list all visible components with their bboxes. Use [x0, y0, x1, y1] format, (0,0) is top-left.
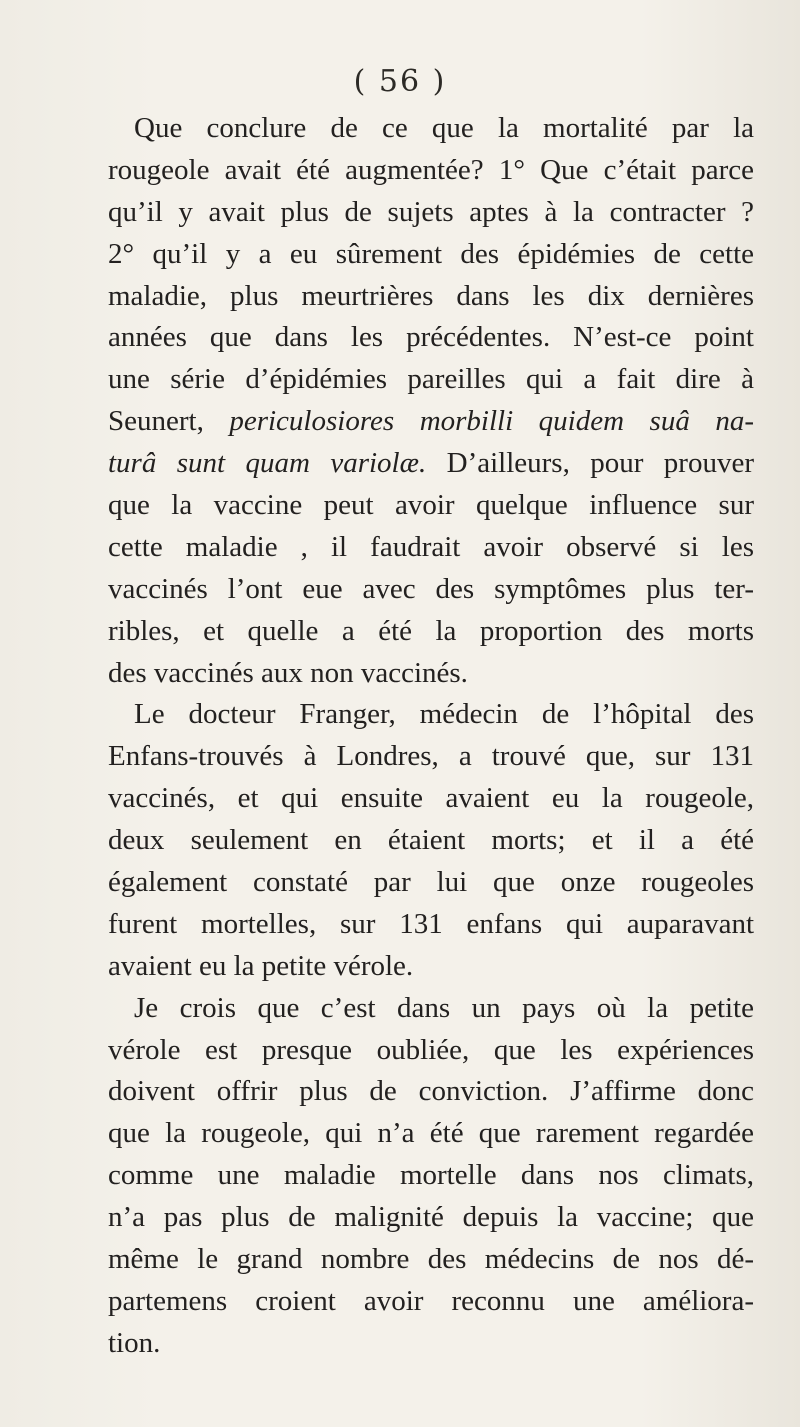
text-line [108, 1281, 754, 1323]
text-line [108, 108, 754, 150]
text-line [108, 694, 754, 736]
page-number: ( 56 ) [353, 64, 447, 99]
line-text: partemens croient avoir reconnu une améliora- [108, 1284, 754, 1317]
line-text: ribles, et quelle a été la proportion des morts [108, 614, 754, 647]
line-text: Le docteur Franger, médecin de l’hôpital des [134, 698, 754, 731]
line-text: années que dans les précédentes. N’est-ce point [108, 321, 754, 354]
text-line [108, 611, 754, 653]
line-text: D’ailleurs, pour prouver [426, 447, 754, 480]
line-text: Je crois que c’est dans un pays où la petite [134, 991, 754, 1024]
line-text: des vaccinés aux non vaccinés. [108, 656, 468, 689]
line-text: que la vaccine peut avoir quelque influence sur [108, 489, 754, 522]
text-line [108, 736, 754, 778]
line-text: doivent offrir plus de conviction. J’affirme donc [108, 1075, 754, 1108]
text-line [108, 359, 754, 401]
text-line [108, 904, 754, 946]
text-line [108, 1155, 754, 1197]
body-text [108, 108, 754, 1365]
text-line [108, 1239, 754, 1281]
text-line [108, 401, 754, 443]
line-text: cette maladie , il faudrait avoir observé si les [108, 530, 754, 563]
text-line [108, 234, 754, 276]
line-text: que la rougeole, qui n’a été que rarement regardée [108, 1117, 754, 1150]
text-line [108, 778, 754, 820]
text-line [108, 1030, 754, 1072]
text-line [108, 150, 754, 192]
line-text: deux seulement en étaient morts; et il a été [108, 824, 754, 857]
line-text: tion. [108, 1326, 161, 1359]
text-line [108, 653, 754, 695]
text-line [108, 946, 754, 988]
text-line [108, 569, 754, 611]
line-text: 2° qu’il y a eu sûrement des épidémies de cette [108, 237, 754, 270]
text-line [108, 1323, 754, 1365]
text-line [108, 485, 754, 527]
text-line [108, 317, 754, 359]
text-line [108, 527, 754, 569]
text-line [108, 192, 754, 234]
line-text: vaccinés, et qui ensuite avaient eu la rougeole, [108, 782, 754, 815]
line-text: n’a pas plus de malignité depuis la vaccine; que [108, 1201, 754, 1234]
line-text: furent mortelles, sur 131 enfans qui auparavant [108, 907, 754, 940]
line-text: également constaté par lui que onze rougeoles [108, 866, 754, 899]
line-text: même le grand nombre des médecins de nos dé- [108, 1243, 754, 1276]
line-text: Enfans-trouvés à Londres, a trouvé que, sur 131 [108, 740, 754, 773]
line-text: vérole est presque oubliée, que les expériences [108, 1033, 754, 1066]
latin-quote: turâ sunt quam variolæ. [108, 447, 427, 480]
line-text: maladie, plus meurtrières dans les dix dernières [108, 279, 754, 312]
line-text: avaient eu la petite vérole. [108, 949, 414, 982]
text-line [108, 1071, 754, 1113]
text-line [108, 1113, 754, 1155]
latin-quote: periculosiores morbilli quidem suâ na- [229, 405, 754, 438]
line-text: comme une maladie mortelle dans nos climats, [108, 1159, 754, 1192]
text-line [108, 862, 754, 904]
line-text: Que conclure de ce que la mortalité par la [134, 112, 754, 144]
text-line [108, 820, 754, 862]
text-line [108, 1197, 754, 1239]
line-text: Seunert, [108, 405, 230, 438]
line-text: une série d’épidémies pareilles qui a fait dire à [108, 363, 754, 396]
line-text: rougeole avait été augmentée? 1° Que c’était parce [108, 153, 754, 186]
text-line [108, 276, 754, 318]
text-line [108, 988, 754, 1030]
text-line [108, 443, 754, 485]
line-text: vaccinés l’ont eue avec des symptômes plus ter- [108, 572, 754, 605]
line-text: qu’il y avait plus de sujets aptes à la contracter ? [108, 195, 754, 228]
